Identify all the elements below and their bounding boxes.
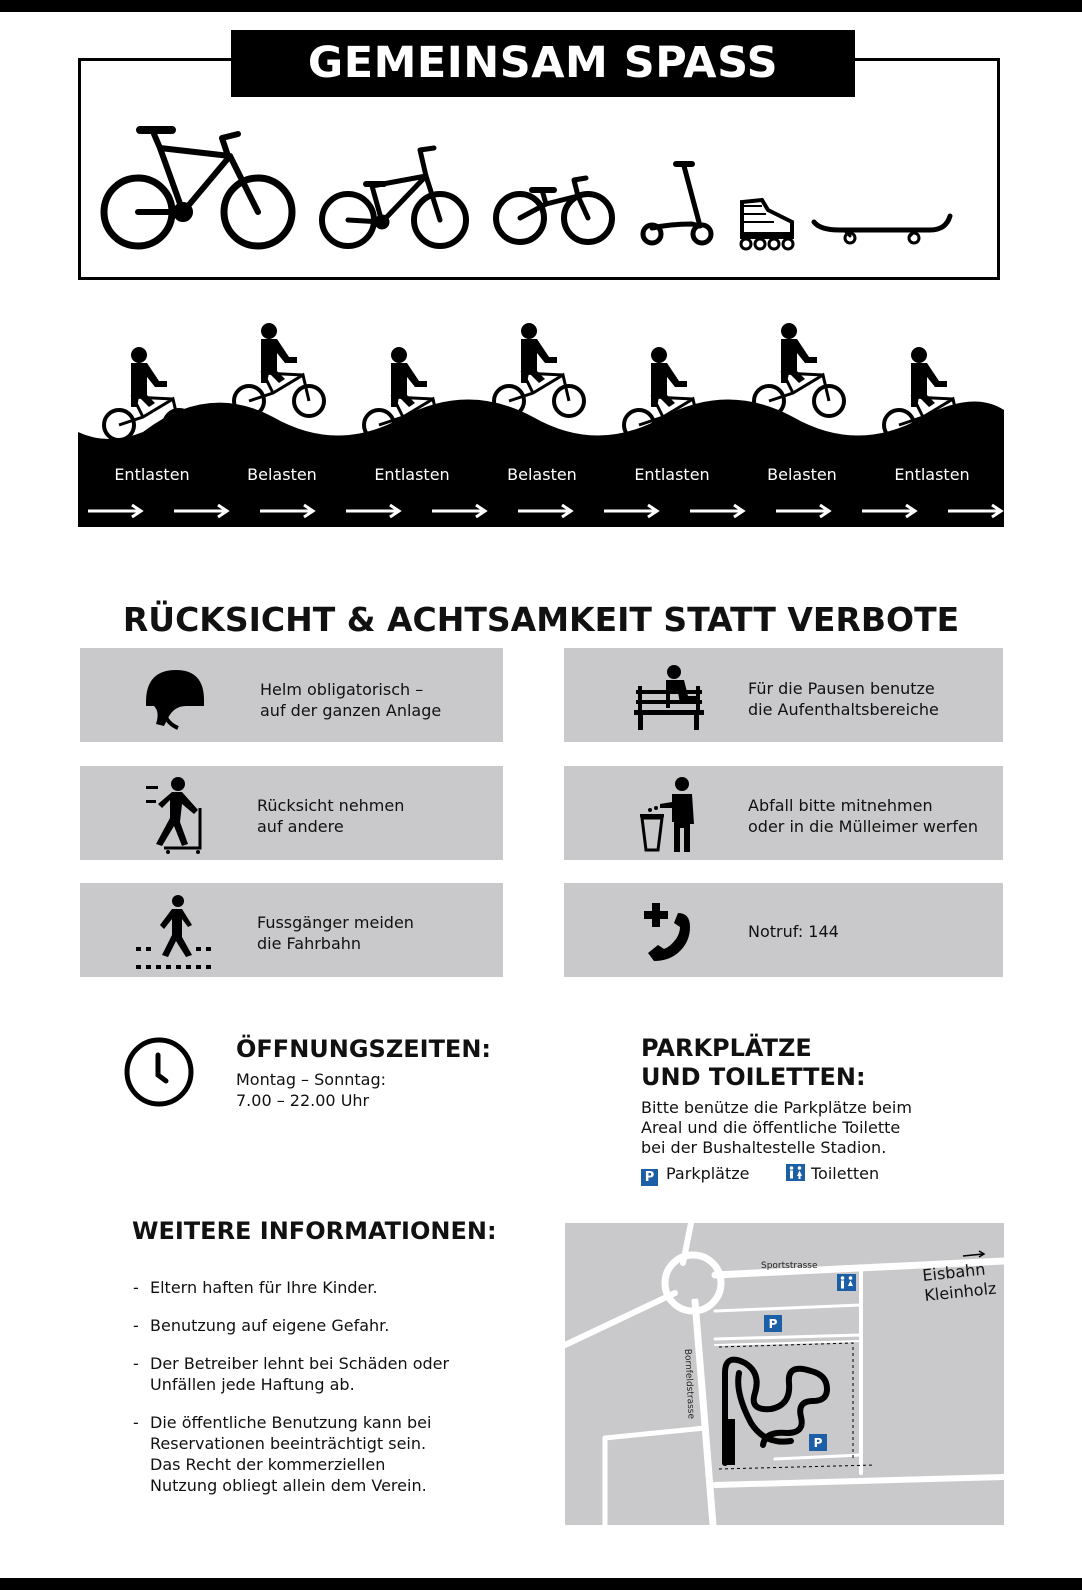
- rule-text-line1: Helm obligatorisch –: [260, 680, 424, 699]
- map-street-left: Bornfeldstrasse: [682, 1348, 696, 1420]
- top-bar: [0, 0, 1082, 12]
- legend-parking-label: Parkplätze: [666, 1164, 750, 1183]
- rule-card-pedestrian: [80, 883, 503, 977]
- rule-text-line1: Fussgänger meiden: [257, 913, 414, 932]
- hours-time: 7.00 – 22.00 Uhr: [236, 1091, 370, 1110]
- parking-text-line2: Areal und die öffentliche Toilette: [641, 1118, 901, 1137]
- info-item: [133, 1277, 553, 1298]
- rule-card-consideration: [80, 766, 503, 860]
- pump-label: Belasten: [507, 465, 577, 484]
- kids-bike-icon: [496, 178, 612, 242]
- map-parking-1: [764, 1315, 782, 1332]
- pump-label: Entlasten: [634, 465, 710, 484]
- vehicles-row: [80, 110, 1000, 275]
- info-line: Unfällen jede Haftung ab.: [150, 1375, 355, 1394]
- map-street-top: Sportstrasse: [761, 1261, 818, 1271]
- skateboard-icon: [814, 216, 950, 243]
- pedestrian-icon: [134, 891, 214, 971]
- rider-icon: [754, 323, 844, 416]
- rules-title: RÜCKSICHT & ACHTSAMKEIT STATT VERBOTE: [122, 600, 960, 639]
- page-title: GEMEINSAM SPASS HABEN: [231, 30, 855, 97]
- mountainbike-icon: [104, 130, 292, 246]
- hours-days: Montag – Sonntag:: [236, 1070, 386, 1089]
- pump-label: Entlasten: [114, 465, 190, 484]
- rule-text-line2: auf andere: [257, 817, 344, 836]
- rule-text-line2: die Fahrbahn: [257, 934, 362, 953]
- inline-skate-icon: [740, 200, 794, 249]
- map-parking-label: P: [813, 1436, 823, 1450]
- map-poi-line2: Kleinholz: [923, 1278, 998, 1305]
- pump-label: Belasten: [247, 465, 317, 484]
- scooter-rider-icon: [140, 774, 220, 854]
- rule-text-line2: auf der ganzen Anlage: [260, 701, 442, 720]
- rider-icon: [234, 323, 324, 416]
- info-list: [133, 1277, 553, 1513]
- rule-card-trash: [564, 766, 1003, 860]
- rule-text-line1: Rücksicht nehmen: [257, 796, 405, 815]
- rule-text-line2: oder in die Mülleimer werfen: [748, 817, 978, 836]
- rule-card-emergency: [564, 883, 1003, 977]
- hours-title: ÖFFNUNGSZEITEN:: [236, 1035, 492, 1063]
- trash-bin-icon: [634, 774, 714, 854]
- info-item: [133, 1353, 553, 1395]
- map-parking-label: P: [768, 1317, 778, 1331]
- rule-text-line1: Abfall bitte mitnehmen: [748, 796, 933, 815]
- map-toilet-icon: [837, 1274, 856, 1291]
- map-poi-line1: Eisbahn: [921, 1259, 987, 1285]
- info-line: - Benutzung auf eigene Gefahr.: [150, 1316, 390, 1335]
- info-line: Nutzung obliegt allein dem Verein.: [150, 1476, 427, 1495]
- rule-text-line2: die Aufenthaltsbereiche: [748, 700, 939, 719]
- parking-title-line1: PARKPLÄTZE: [641, 1034, 812, 1062]
- rule-text-line1: Für die Pausen benutze: [748, 679, 935, 698]
- parking-title-line2: UND TOILETTEN:: [641, 1063, 866, 1091]
- info-line: Reservationen beeinträchtigt sein.: [150, 1434, 427, 1453]
- legend-parking: [641, 1163, 750, 1186]
- rider-icon: [494, 323, 584, 416]
- scooter-icon: [643, 164, 711, 243]
- parking-text-line3: bei der Bushaltestelle Stadion.: [641, 1138, 887, 1157]
- parking-text-line1: Bitte benütze die Parkplätze beim: [641, 1098, 912, 1117]
- pump-label: Entlasten: [894, 465, 970, 484]
- rule-card-helmet: [80, 648, 503, 742]
- rule-text-line1: Notruf: 144: [748, 922, 839, 941]
- parking-symbol-icon: P: [641, 1169, 658, 1186]
- info-line: Das Recht der kommerziellen: [150, 1455, 386, 1474]
- map-parking-2: [809, 1434, 827, 1451]
- info-line: - Die öffentliche Benutzung kann bei: [150, 1413, 432, 1432]
- pumptrack-waves: [78, 400, 1004, 528]
- pumptrack-illustration: [78, 320, 1004, 530]
- clock-icon: [122, 1035, 196, 1109]
- info-line: - Eltern haften für Ihre Kinder.: [150, 1278, 378, 1297]
- toilet-symbol-icon: [786, 1164, 805, 1181]
- info-line: - Der Betreiber lehnt bei Schäden oder: [150, 1354, 450, 1373]
- legend-toilets: [786, 1163, 879, 1184]
- site-map: [565, 1223, 1004, 1525]
- bmx-icon: [322, 148, 466, 246]
- info-item: [133, 1412, 553, 1496]
- pump-label: Entlasten: [374, 465, 450, 484]
- bottom-bar: [0, 1578, 1082, 1590]
- helmet-icon: [134, 662, 214, 732]
- legend-toilets-label: Toiletten: [811, 1164, 880, 1183]
- info-title: WEITERE INFORMATIONEN:: [132, 1217, 497, 1245]
- info-item: [133, 1315, 553, 1336]
- rule-card-bench: [564, 648, 1003, 742]
- pump-label: Belasten: [767, 465, 837, 484]
- emergency-phone-icon: [634, 897, 714, 967]
- bench-icon: [630, 662, 710, 732]
